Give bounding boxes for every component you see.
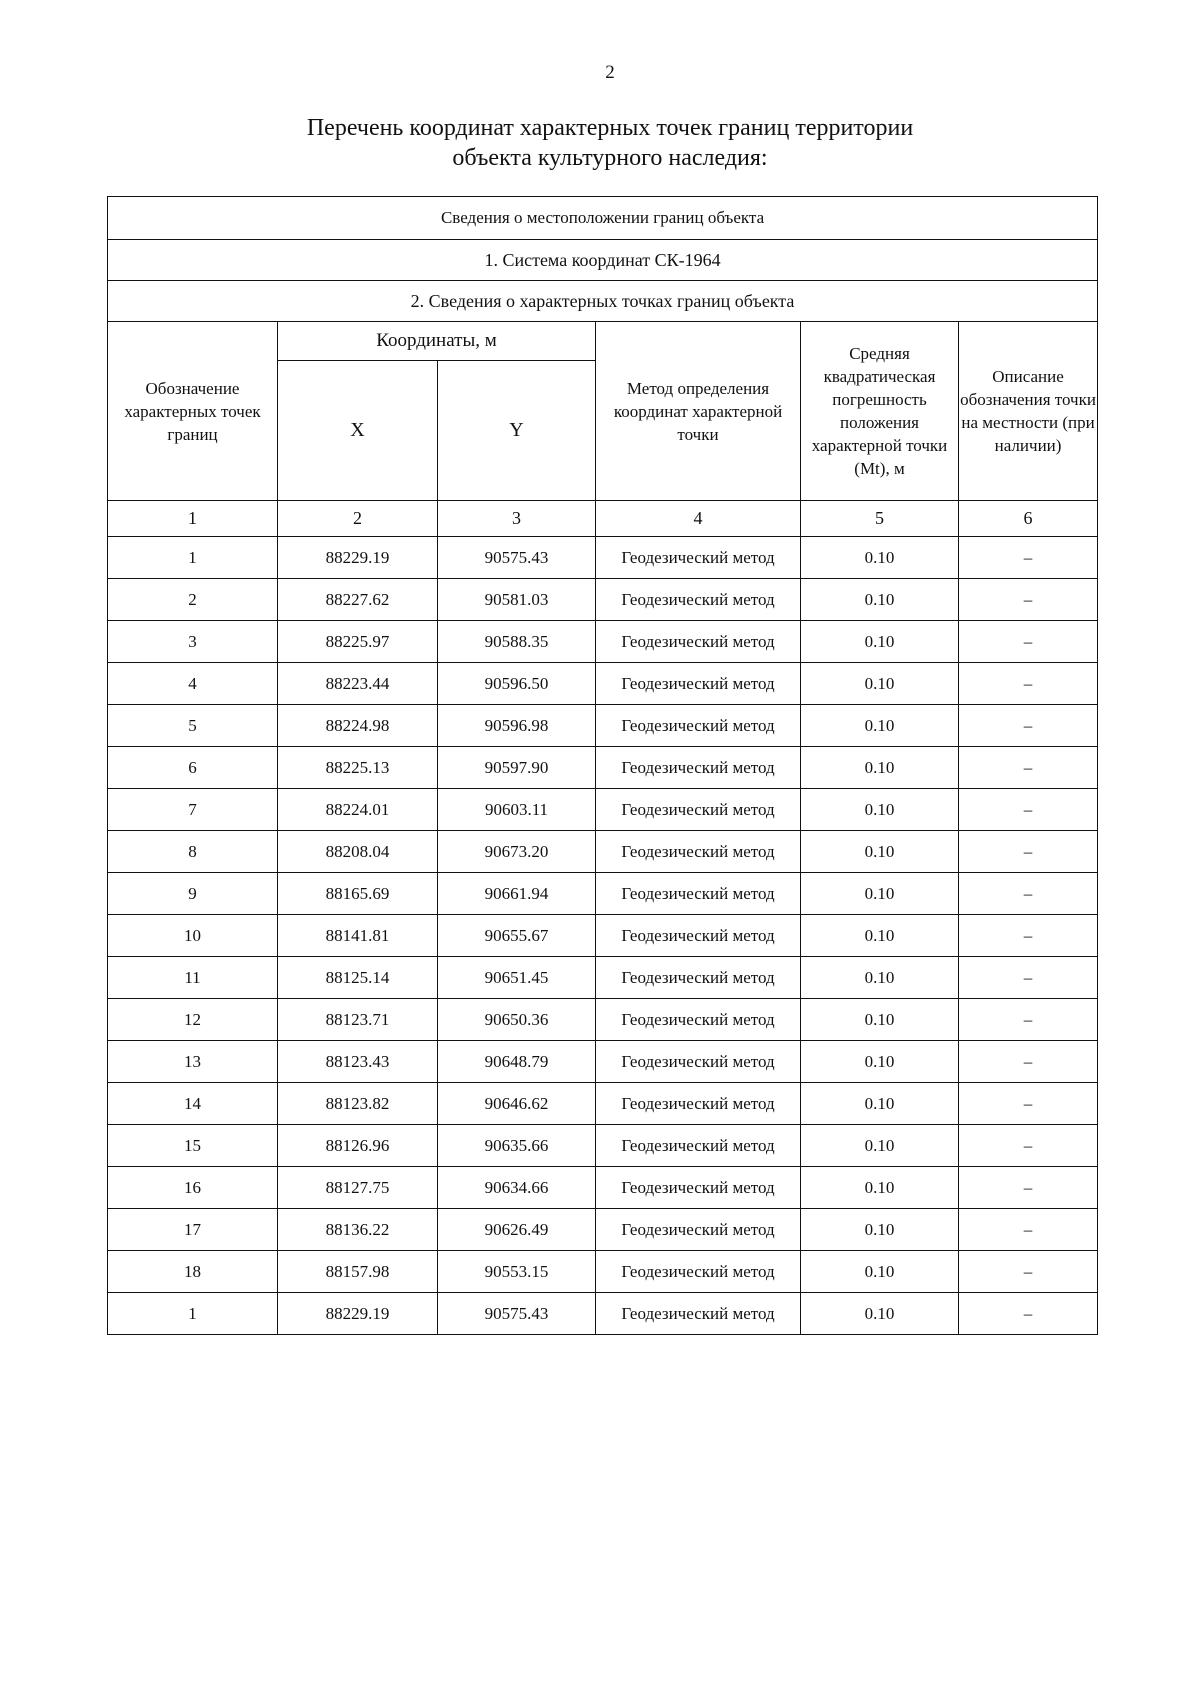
header-designation: Обозначение характерных точек границ — [108, 322, 278, 501]
point-cell: 2 — [108, 579, 278, 621]
mt-cell: 0.10 — [801, 579, 959, 621]
table-row — [108, 873, 1098, 915]
x-cell: 88136.22 — [278, 1209, 438, 1251]
table-row — [108, 705, 1098, 747]
method-cell: Геодезический метод — [596, 1209, 801, 1251]
table-row — [108, 1209, 1098, 1251]
mt-cell: 0.10 — [801, 705, 959, 747]
x-cell: 88224.01 — [278, 789, 438, 831]
x-cell: 88227.62 — [278, 579, 438, 621]
table-row — [108, 1125, 1098, 1167]
y-cell: 90634.66 — [438, 1167, 596, 1209]
point-cell: 18 — [108, 1251, 278, 1293]
description-cell: – — [959, 663, 1098, 705]
method-cell: Геодезический метод — [596, 705, 801, 747]
table-row — [108, 1167, 1098, 1209]
point-cell: 13 — [108, 1041, 278, 1083]
y-cell: 90626.49 — [438, 1209, 596, 1251]
point-cell: 12 — [108, 999, 278, 1041]
point-cell: 6 — [108, 747, 278, 789]
x-cell: 88224.98 — [278, 705, 438, 747]
mt-cell: 0.10 — [801, 957, 959, 999]
x-cell: 88123.43 — [278, 1041, 438, 1083]
mt-cell: 0.10 — [801, 1041, 959, 1083]
mt-cell: 0.10 — [801, 1293, 959, 1335]
coordinates-table — [107, 196, 1098, 1335]
description-cell: – — [959, 1167, 1098, 1209]
table-row — [108, 957, 1098, 999]
point-cell: 4 — [108, 663, 278, 705]
mt-cell: 0.10 — [801, 1251, 959, 1293]
table-row — [108, 579, 1098, 621]
title-line-1: Перечень координат характерных точек границ территории — [306, 115, 914, 141]
header-y: Y — [438, 361, 596, 501]
x-cell: 88165.69 — [278, 873, 438, 915]
description-cell: – — [959, 579, 1098, 621]
table-row — [108, 1083, 1098, 1125]
point-cell: 11 — [108, 957, 278, 999]
method-cell: Геодезический метод — [596, 873, 801, 915]
description-cell: – — [959, 831, 1098, 873]
y-cell: 90596.98 — [438, 705, 596, 747]
point-cell: 3 — [108, 621, 278, 663]
description-cell: – — [959, 621, 1098, 663]
table-row — [108, 537, 1098, 579]
coord-system-row — [108, 240, 1098, 281]
column-number: 3 — [438, 501, 596, 537]
y-cell: 90575.43 — [438, 537, 596, 579]
y-cell: 90553.15 — [438, 1251, 596, 1293]
mt-cell: 0.10 — [801, 1167, 959, 1209]
y-cell: 90603.11 — [438, 789, 596, 831]
point-cell: 1 — [108, 537, 278, 579]
x-cell: 88125.14 — [278, 957, 438, 999]
points-info-row — [108, 281, 1098, 322]
header-row-top — [108, 322, 1098, 361]
mt-cell: 0.10 — [801, 747, 959, 789]
header-coordinates: Координаты, м — [278, 322, 596, 361]
table-row — [108, 1293, 1098, 1335]
y-cell: 90581.03 — [438, 579, 596, 621]
document-title — [0, 113, 1200, 173]
x-cell: 88123.82 — [278, 1083, 438, 1125]
header-method: Метод определения координат характерной точки — [596, 322, 801, 501]
method-cell: Геодезический метод — [596, 1041, 801, 1083]
table-row — [108, 663, 1098, 705]
x-cell: 88229.19 — [278, 1293, 438, 1335]
description-cell: – — [959, 1209, 1098, 1251]
x-cell: 88126.96 — [278, 1125, 438, 1167]
page-number: 2 — [605, 62, 615, 83]
y-cell: 90650.36 — [438, 999, 596, 1041]
method-cell: Геодезический метод — [596, 1083, 801, 1125]
column-numbers-row — [108, 501, 1098, 537]
method-cell: Геодезический метод — [596, 1251, 801, 1293]
x-cell: 88225.13 — [278, 747, 438, 789]
description-cell: – — [959, 747, 1098, 789]
method-cell: Геодезический метод — [596, 915, 801, 957]
method-cell: Геодезический метод — [596, 621, 801, 663]
y-cell: 90575.43 — [438, 1293, 596, 1335]
section-title-row — [108, 197, 1098, 240]
mt-cell: 0.10 — [801, 831, 959, 873]
method-cell: Геодезический метод — [596, 789, 801, 831]
y-cell: 90596.50 — [438, 663, 596, 705]
description-cell: – — [959, 1293, 1098, 1335]
table-row — [108, 789, 1098, 831]
point-cell: 8 — [108, 831, 278, 873]
table-row — [108, 831, 1098, 873]
y-cell: 90588.35 — [438, 621, 596, 663]
method-cell: Геодезический метод — [596, 957, 801, 999]
mt-cell: 0.10 — [801, 915, 959, 957]
method-cell: Геодезический метод — [596, 663, 801, 705]
y-cell: 90661.94 — [438, 873, 596, 915]
mt-cell: 0.10 — [801, 1083, 959, 1125]
point-cell: 14 — [108, 1083, 278, 1125]
mt-cell: 0.10 — [801, 789, 959, 831]
method-cell: Геодезический метод — [596, 831, 801, 873]
title-line-2: объекта культурного наследия: — [452, 145, 768, 171]
section-title: Сведения о местоположении границ объекта — [108, 197, 1098, 240]
mt-cell: 0.10 — [801, 1125, 959, 1167]
description-cell: – — [959, 915, 1098, 957]
description-cell: – — [959, 873, 1098, 915]
description-cell: – — [959, 537, 1098, 579]
table-row — [108, 915, 1098, 957]
point-cell: 5 — [108, 705, 278, 747]
column-number: 5 — [801, 501, 959, 537]
header-x: X — [278, 361, 438, 501]
y-cell: 90651.45 — [438, 957, 596, 999]
description-cell: – — [959, 1125, 1098, 1167]
x-cell: 88208.04 — [278, 831, 438, 873]
description-cell: – — [959, 999, 1098, 1041]
column-number: 6 — [959, 501, 1098, 537]
mt-cell: 0.10 — [801, 621, 959, 663]
y-cell: 90646.62 — [438, 1083, 596, 1125]
description-cell: – — [959, 789, 1098, 831]
x-cell: 88157.98 — [278, 1251, 438, 1293]
table-row — [108, 1251, 1098, 1293]
column-number: 2 — [278, 501, 438, 537]
y-cell: 90635.66 — [438, 1125, 596, 1167]
header-description: Описание обозначения точки на местности (при наличии) — [959, 322, 1098, 501]
method-cell: Геодезический метод — [596, 999, 801, 1041]
mt-cell: 0.10 — [801, 1209, 959, 1251]
description-cell: – — [959, 1083, 1098, 1125]
table-row — [108, 999, 1098, 1041]
point-cell: 9 — [108, 873, 278, 915]
description-cell: – — [959, 1251, 1098, 1293]
mt-cell: 0.10 — [801, 873, 959, 915]
y-cell: 90673.20 — [438, 831, 596, 873]
method-cell: Геодезический метод — [596, 579, 801, 621]
y-cell: 90597.90 — [438, 747, 596, 789]
description-cell: – — [959, 957, 1098, 999]
header-error: Средняя квадратическая погрешность положения характерной точки (Mt), м — [801, 322, 959, 501]
mt-cell: 0.10 — [801, 663, 959, 705]
x-cell: 88123.71 — [278, 999, 438, 1041]
x-cell: 88223.44 — [278, 663, 438, 705]
x-cell: 88229.19 — [278, 537, 438, 579]
method-cell: Геодезический метод — [596, 747, 801, 789]
mt-cell: 0.10 — [801, 537, 959, 579]
table-row — [108, 621, 1098, 663]
description-cell: – — [959, 1041, 1098, 1083]
x-cell: 88225.97 — [278, 621, 438, 663]
coord-system-label: 1. Система координат СК-1964 — [108, 240, 1098, 281]
description-cell: – — [959, 705, 1098, 747]
table-body — [108, 537, 1098, 1335]
y-cell: 90655.67 — [438, 915, 596, 957]
point-cell: 16 — [108, 1167, 278, 1209]
method-cell: Геодезический метод — [596, 1293, 801, 1335]
point-cell: 17 — [108, 1209, 278, 1251]
column-number: 1 — [108, 501, 278, 537]
point-cell: 7 — [108, 789, 278, 831]
point-cell: 1 — [108, 1293, 278, 1335]
column-number: 4 — [596, 501, 801, 537]
point-cell: 15 — [108, 1125, 278, 1167]
y-cell: 90648.79 — [438, 1041, 596, 1083]
x-cell: 88127.75 — [278, 1167, 438, 1209]
point-cell: 10 — [108, 915, 278, 957]
method-cell: Геодезический метод — [596, 537, 801, 579]
method-cell: Геодезический метод — [596, 1167, 801, 1209]
mt-cell: 0.10 — [801, 999, 959, 1041]
points-info-label: 2. Сведения о характерных точках границ объекта — [108, 281, 1098, 322]
x-cell: 88141.81 — [278, 915, 438, 957]
method-cell: Геодезический метод — [596, 1125, 801, 1167]
table-row — [108, 747, 1098, 789]
table-row — [108, 1041, 1098, 1083]
